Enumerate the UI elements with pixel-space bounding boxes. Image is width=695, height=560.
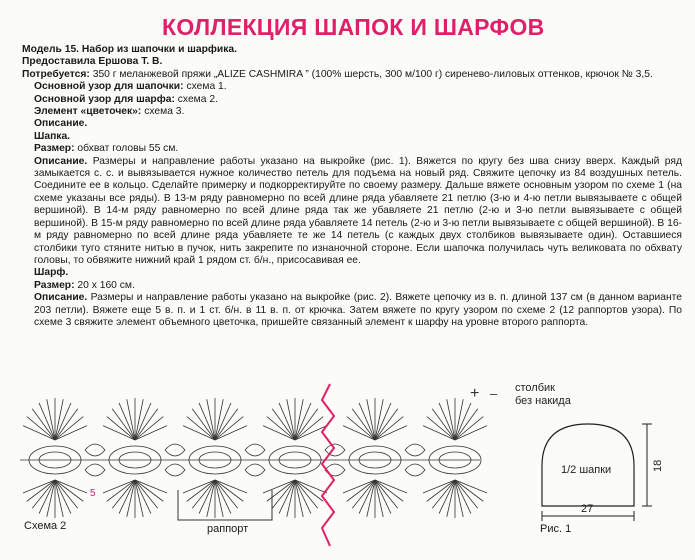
scarf-size-line [22,280,682,292]
scarf-heading: Шарф. [34,267,69,279]
chain-loop [405,444,425,456]
legend-text-1: столбик [515,382,555,394]
chain-loop [245,444,265,456]
schema-label: Схема 2 [24,520,67,532]
legend-dash: – [490,386,498,401]
flower-value: схема 3. [144,106,185,118]
hat-description-text: Размеры и направление работы указано на выкройке (рис. 1). Вяжется по кругу без шва снизу вверх. Каждый ряд замыкается с. с. и вывязывается нужное количество петель для подъема на новый ряд. Свяжите цепочку из 84 воздушных петель. Соедините ее в кольцо. Сделайте примерку и подкорректируйте по своему размеру. Дальше вяжете основным узором по схеме 1 (на схеме указаны все ряды). В 13-м ряду равномерно по всей длине ряда убавляете 21 петлю (3-ю и 4-ю петли вывязываете с общей вершиной). В 14-м ряду равномерно по всей длине ряда так же убавляете 21 петлю (2-ю и 3-ю петли вывязываете с общей вершиной). В 15-м ряду равномерно по всей длине ряда убавляете 14 петель (2-ю и 3-ю петли вывязываете с общей вершиной). В 16-м ряду равномерно по всей длине ряда убавляете те же 14 петель (с каждых двух столбиков вывязываете один). Оставшиеся столбики туго стяните нитью в пучок, нить закрепите по изнаночной стороне. Если шапочка получилась чуть великовата по обхвату головы, то обвяжите нижний край 1 рядом ст. б/н., присосавивая ее. [34,155,682,266]
hat-size-label: Размер: [34,143,75,155]
scarf-description-label: Описание. [34,292,88,304]
chain-loop [85,444,105,456]
scarf-description-text: Размеры и направление работы указано на выкройке (рис. 2). Вяжете цепочку из в. п. длиной 137 см (в данном варианте 203 петли). Вяжете еще 5 в. п. и 1 ст. б/н. в 11 в. п. от крючка. Затем вяжете по кругу узором по схеме 2 (12 раппортов узора). По схеме 3 свяжите элемент объемного цветочка, пришейте связанный элемент к шарфу на уровне второго раппорта. [34,292,682,328]
width-value: 27 [581,503,594,515]
model-line [22,44,682,56]
legend-symbol: + [470,385,480,402]
page-title: КОЛЛЕКЦИЯ ШАПОК И ШАРФОВ [162,14,545,40]
hat-pattern-line [22,81,682,93]
scarf-chart [20,398,487,518]
general-description-label: Описание. [34,118,88,130]
hat-size-value: обхват головы 55 см. [77,143,179,155]
repeat-bracket [178,490,272,520]
materials-text: 350 г меланжевой пряжи „ALIZE CASHMIRA ” (100% шерсть, 300 м/100 г) сиренево-лиловых оттенков, крючок № 3,5. [92,68,653,80]
pattern-text [22,44,682,329]
hat-pattern-label: Основной узор для шапочки: [34,81,184,93]
diagram-area [0,378,695,555]
author-line: Предоставила Ершова Т. В. [22,56,163,68]
start-marker: 5 [90,488,96,499]
hat-description [22,156,682,268]
chain-loop [405,464,425,476]
hat-heading: Шапка. [34,130,71,142]
height-value: 18 [652,459,664,472]
scarf-description [22,292,682,329]
materials-label: Потребуется: [22,68,90,80]
scarf-pattern-line [22,94,682,106]
scarf-size-label: Размер: [34,279,75,291]
flower-label: Элемент «цветочек»: [34,106,142,118]
chain-loop [85,464,105,476]
zigzag-divider [322,384,334,546]
repeat-label: раппорт [207,523,249,535]
chain-loop [325,444,345,456]
materials-line [22,69,682,81]
chain-loop [165,464,185,476]
hat-size-line [22,143,682,155]
crochet-diagrams [0,378,695,555]
chain-loop [165,444,185,456]
hat-description-label: Описание. [34,155,88,167]
scarf-pattern-value: схема 2. [177,93,218,105]
chain-loop [245,464,265,476]
hat-pattern-value: схема 1. [186,81,227,93]
hat-shape-label: 1/2 шапки [561,464,612,476]
chain-loop [325,464,345,476]
figure-label: Рис. 1 [540,523,572,535]
scarf-size-value: 20 х 160 см. [77,279,135,291]
model-label: Модель 15. [22,44,80,55]
model-name: Набор из шапочки и шарфика. [81,44,237,55]
flower-line [22,106,682,118]
scarf-pattern-label: Основной узор для шарфа: [34,93,175,105]
legend-text-2: без накида [515,395,571,407]
